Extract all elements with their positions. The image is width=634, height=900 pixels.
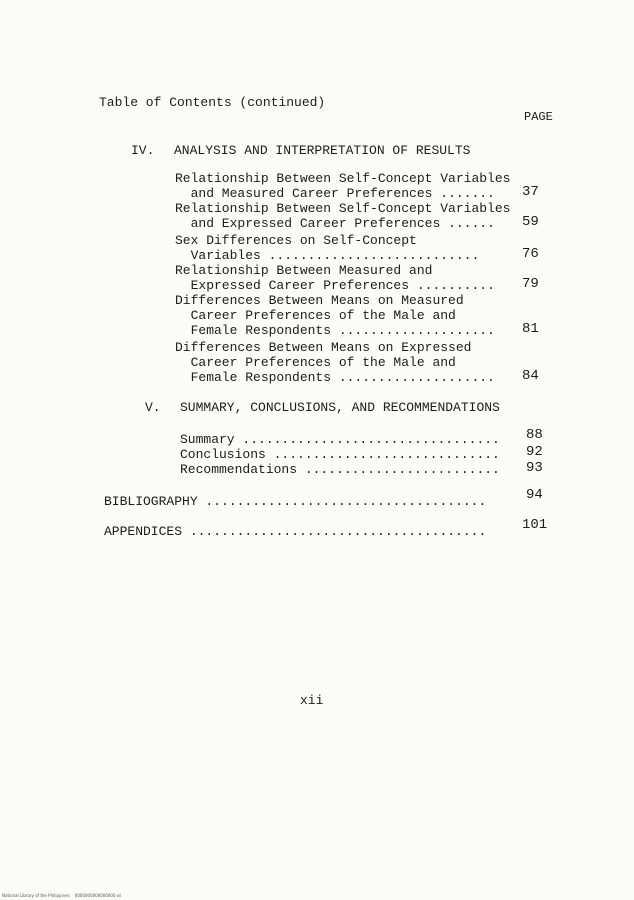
toc-page-number: 79: [522, 276, 539, 292]
toc-entry-line: Summary .................................: [180, 432, 500, 447]
toc-entry-line: Conclusions .............................: [180, 447, 500, 462]
page-folio: xii: [300, 693, 324, 708]
toc-entry-line: Differences Between Means on Measured: [175, 293, 464, 308]
toc-page-number: 76: [522, 246, 539, 262]
chapter-5-title: SUMMARY, CONCLUSIONS, AND RECOMMENDATIONS: [180, 400, 500, 415]
chapter-4-numeral: IV.: [131, 143, 155, 158]
toc-entry-line: Recommendations .........................: [180, 462, 500, 477]
toc-entry-line: Relationship Between Self-Concept Variables: [175, 171, 511, 186]
toc-page-number: 92: [526, 444, 543, 460]
toc-entry-line: and Measured Career Preferences .......: [175, 186, 495, 201]
toc-entry-line: Female Respondents ....................: [175, 323, 495, 338]
toc-page-number: 88: [526, 427, 543, 443]
toc-page-number: 93: [526, 460, 543, 476]
page-column-label: PAGE: [524, 110, 553, 124]
chapter-4-title: ANALYSIS AND INTERPRETATION OF RESULTS: [174, 143, 471, 158]
toc-entry-line: Sex Differences on Self-Concept: [175, 233, 417, 248]
toc-entry-line: Female Respondents ....................: [175, 370, 495, 385]
toc-entry-line: Career Preferences of the Male and: [175, 355, 456, 370]
toc-bibliography: BIBLIOGRAPHY ....................................: [104, 494, 487, 509]
toc-entry-line: Relationship Between Self-Concept Variables: [175, 201, 511, 216]
toc-page-number: 84: [522, 368, 539, 384]
toc-page-number: 101: [522, 517, 548, 533]
toc-page-number: 59: [522, 214, 539, 230]
toc-appendices: APPENDICES ......................................: [104, 524, 487, 539]
toc-entry-line: Career Preferences of the Male and: [175, 308, 456, 323]
archive-footer-stamp: National Library of the Philippines 0000000000000000 xii: [2, 893, 122, 898]
toc-page-number: 94: [526, 487, 543, 503]
chapter-5-numeral: V.: [145, 400, 161, 415]
toc-entry-line: Variables ...........................: [175, 248, 480, 263]
toc-entry-line: Relationship Between Measured and: [175, 263, 433, 278]
toc-page-number: 81: [522, 321, 539, 337]
toc-entry-line: and Expressed Career Preferences ......: [175, 216, 495, 231]
toc-page-number: 37: [522, 184, 539, 200]
toc-entry-line: Differences Between Means on Expressed: [175, 340, 472, 355]
toc-entry-line: Expressed Career Preferences ..........: [175, 278, 495, 293]
toc-heading: Table of Contents (continued): [99, 95, 326, 110]
